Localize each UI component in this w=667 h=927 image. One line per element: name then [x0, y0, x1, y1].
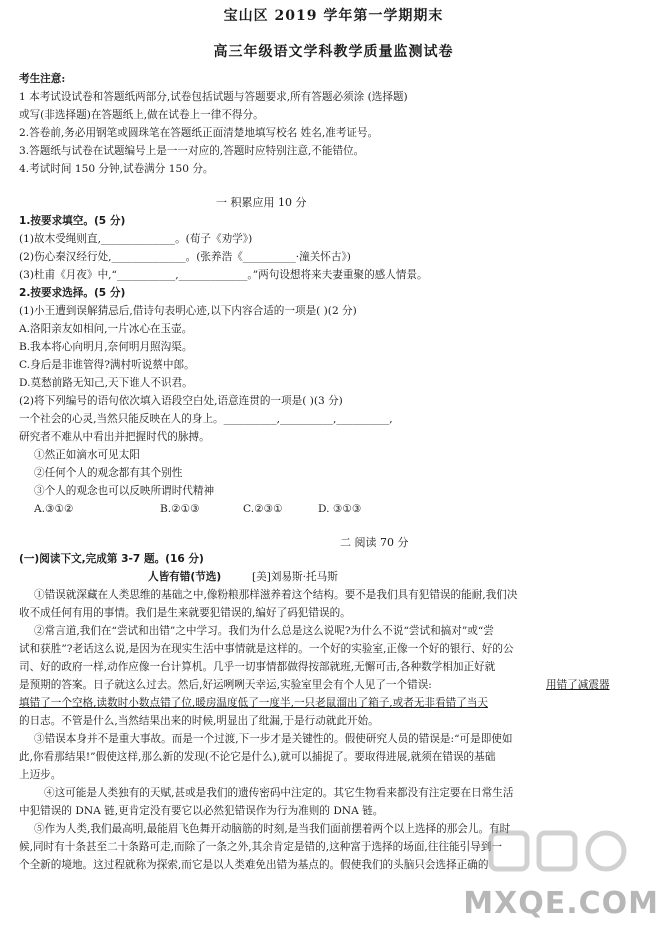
- question-2-sentence: ①然正如滴水可见太阳: [34, 449, 140, 461]
- question-2-sentence: ③个人的观念也可以反映所谓时代精神: [34, 485, 215, 497]
- section-2-heading: 二 阅读 70 分: [340, 536, 409, 549]
- article-line: 司、好的政府一样,动作应像一台计算机。几乎一切事情都做得按部就班,无懈可击,各种数学相加正好就: [19, 661, 496, 673]
- question-1-item: (2)伤心秦汉经行处,______________。(张养浩《__________·潼关怀古》): [19, 251, 351, 263]
- question-2-option: C.身后是非谁管得?满村听说蔡中郎。: [19, 359, 195, 371]
- article-underlined-phrase: 用错了减震器: [546, 679, 610, 691]
- article-line: 候,同时有十条甚至二十条路可走,而除了一条之外,其余肯定是错的,这种富于选择的场面,往往能引导到一: [19, 841, 502, 853]
- article-line: 个全新的境地。这过程就称为探索,而它是以人类难免出错为基点的。假使我们的头脑只会选择正确的: [19, 859, 489, 871]
- article-line: 收不成任何有用的事情。我们是生来就要犯错误的,编好了码犯错误的。: [19, 607, 351, 619]
- reading-part-1-title: (一)阅读下文,完成第 3-7 题。(16 分): [19, 553, 204, 565]
- article-line: 上迈步。: [19, 769, 62, 781]
- article-author: [美]刘易斯·托马斯: [252, 571, 338, 583]
- article-line: 填错了一个空格,读数时小数点错了位,暖房温度低了一度半,一只老鼠溜出了箱子,或者无非看错了当天: [19, 697, 488, 709]
- article-line: 的日志。不管是什么,当然结果出来的时候,明显出了纰漏,于是行动就此开始。: [19, 715, 379, 727]
- answer-option-a: A.③①②: [34, 503, 74, 515]
- question-2-option: B.我本将心向明月,奈何明月照沟渠。: [19, 341, 193, 353]
- article-title: 人皆有错(节选): [148, 571, 222, 583]
- article-line: 此,你看那结果!”假使这样,那么新的发现(不论它是什么),就可以捕捉了。要取得进展,就须在错误的基础: [19, 751, 496, 763]
- article-line: 中犯错误的 DNA 链,更肯定没有要它以必然犯错误作为行为准则的 DNA 链。: [19, 805, 384, 817]
- question-1-title: 1.按要求填空。(5 分): [19, 215, 126, 227]
- question-2-passage: 一个社会的心灵,当然只能反映在人的身上。__________,__________,__________,: [19, 413, 393, 425]
- notice-line: 2.答卷前,务必用钢笔或圆珠笔在答题纸正面清楚地填写校名 姓名,准考证号。: [19, 127, 379, 139]
- article-line: ⑤作为人类,我们最高明,最能眉飞色舞开动脑筋的时刻,是当我们面前摆着两个以上选择的那会儿。有时: [34, 823, 511, 835]
- question-2-title: 2.按要求选择。(5 分): [19, 287, 126, 299]
- question-2-option: D.莫愁前路无知己,天下谁人不识君。: [19, 377, 193, 389]
- section-1-heading: 一 积累应用 10 分: [216, 196, 307, 209]
- answer-option-b: B.②①③: [160, 503, 200, 515]
- article-line: 试和获胜”?老话这么说,是因为在现实生活中事情就是这样的。一个好的实验室,正像一个好的银行、好的公: [19, 643, 514, 655]
- question-2-passage: 研究者不难从中看出并把握时代的脉搏。: [19, 431, 210, 443]
- question-1-item: (1)故木受绳则直,______________。(荀子《劝学》): [19, 233, 253, 245]
- notice-line: 或写(非选择题)在答题纸上,做在试卷上一律不得分。: [19, 109, 264, 121]
- article-line: ②常言道,我们在“尝试和出错”之中学习。我们为什么总是这么说呢?为什么不说“尝试和搞对”或“尝: [34, 625, 494, 637]
- notice-line: 3.答题纸与试卷在试题编号上是一一对应的,答题时应特别注意,不能错位。: [19, 145, 365, 157]
- notice-line: 1 本考试设试卷和答题纸两部分,试卷包括试题与答题要求,所有答题必须涂 (选择题): [19, 91, 408, 103]
- question-2-item: (2)将下列编号的语句依次填入语段空白处,语意连贯的一项是( )(3 分): [19, 395, 343, 407]
- article-line: ④这可能是人类独有的天赋,甚或是我们的遗传密码中注定的。其它生物看来都没有注定要在日常生活: [44, 787, 514, 799]
- notice-heading: 考生注意:: [19, 73, 66, 85]
- article-line: 是预期的答案。日子就这么过去。然后,好运咧咧天幸运,实验室里会有个人见了一个错误:: [19, 679, 432, 691]
- notice-line: 4.考试时间 150 分钟,试卷满分 150 分。: [19, 163, 214, 175]
- question-2-sentence: ②任何个人的观念都有其个别性: [34, 467, 183, 479]
- article-line: ①错误就深藏在人类思维的基础之中,像粉粮那样滋养着这个结构。要不是我们具有犯错误的能耐,我们决: [34, 589, 518, 601]
- question-1-item: (3)杜甫《月夜》中,“___________,_____________。”两句设想将来夫妻重聚的感人情景。: [19, 269, 428, 281]
- exam-title: 宝山区 2019 学年第一学期期末: [223, 8, 444, 24]
- watermark-text: MXQE.COM: [463, 886, 659, 921]
- question-2-item: (1)小王遭到误解猜忌后,借诗句表明心迹,以下内容合适的一项是( )(2 分): [19, 305, 357, 317]
- answer-option-d: D. ③①③: [318, 503, 362, 515]
- question-2-option: A.洛阳亲友如相问,一片冰心在玉壶。: [19, 323, 193, 335]
- article-line: ③错误本身并不是重大事故。而是一个过渡,下一步才是关键性的。假使研究人员的错误是:“可是即使如: [34, 733, 513, 745]
- answer-option-c: C.②③①: [243, 503, 283, 515]
- exam-subtitle: 高三年级语文学科教学质量监测试卷: [213, 44, 454, 60]
